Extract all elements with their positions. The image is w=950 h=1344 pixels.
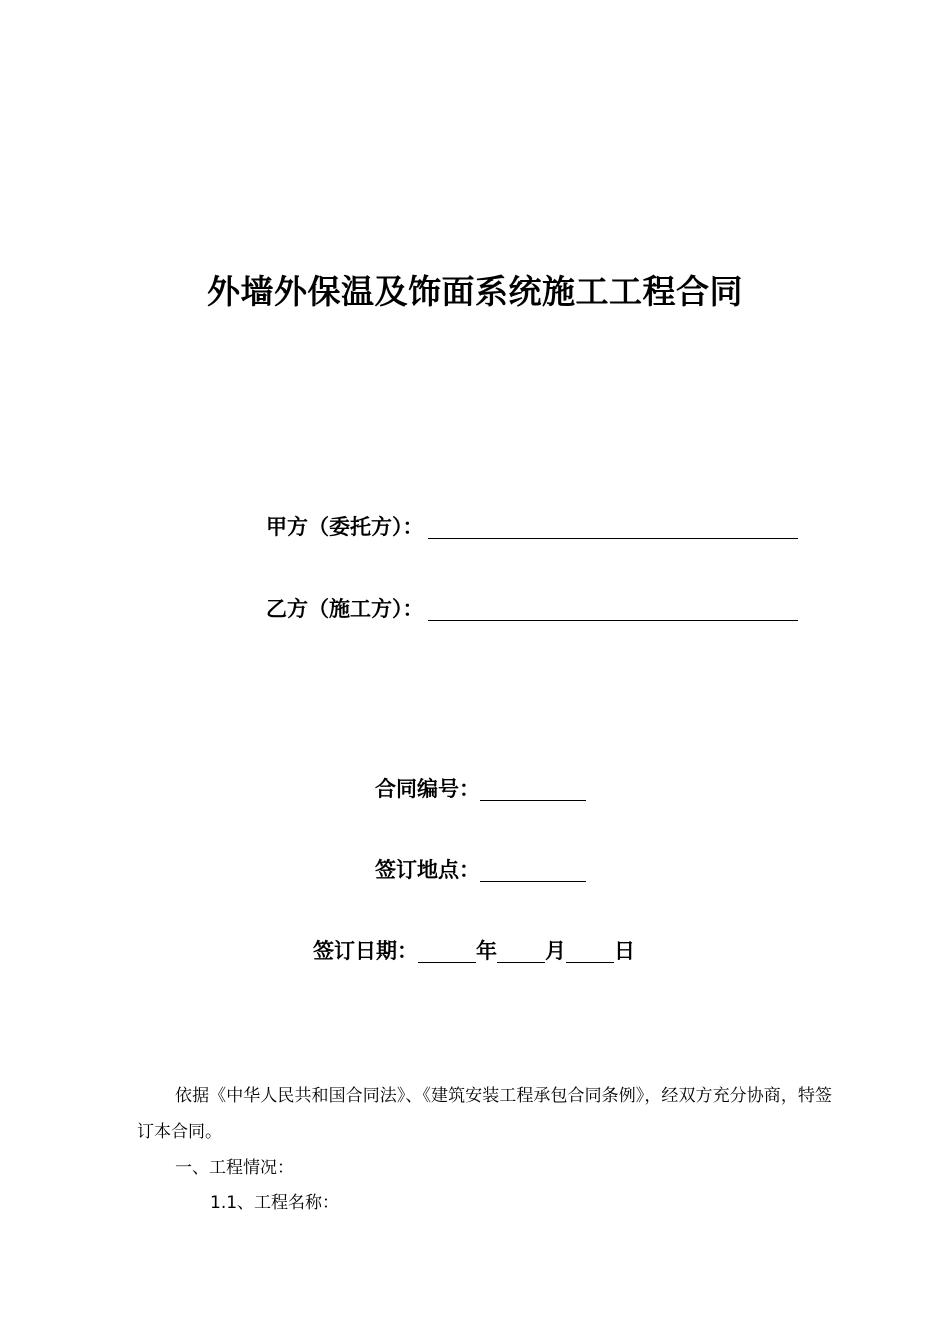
year-blank[interactable] xyxy=(418,940,476,963)
contract-number-blank[interactable] xyxy=(480,778,586,801)
signing-date-row xyxy=(313,932,635,966)
intro-paragraph: 依据《中华人民共和国合同法》、《建筑安装工程承包合同条例》，经双方充分协商，特签订本合同。 xyxy=(137,1086,832,1142)
month-label: 月 xyxy=(545,939,566,963)
signing-place-row xyxy=(375,851,586,885)
item-1-1-project-name: 1.1、工程名称： xyxy=(210,1193,340,1213)
party-a-label: 甲方（委托方）： xyxy=(266,515,424,539)
document-title: 外墙外保温及饰面系统施工工程合同 xyxy=(207,272,743,311)
signing-place-label: 签订地点： xyxy=(375,858,480,882)
month-blank[interactable] xyxy=(497,940,545,963)
day-label: 日 xyxy=(614,939,635,963)
contract-number-label: 合同编号： xyxy=(375,777,480,801)
section-1-heading: 一、工程情况： xyxy=(175,1158,294,1178)
day-blank[interactable] xyxy=(566,940,614,963)
party-b-blank[interactable] xyxy=(428,598,798,621)
party-b-row xyxy=(266,590,798,624)
signing-place-blank[interactable] xyxy=(480,859,586,882)
year-label: 年 xyxy=(476,939,497,963)
party-b-label: 乙方（施工方）： xyxy=(266,597,424,621)
party-a-blank[interactable] xyxy=(428,516,798,539)
signing-date-label: 签订日期： xyxy=(313,939,418,963)
party-a-row xyxy=(266,508,798,542)
contract-number-row xyxy=(375,770,586,804)
